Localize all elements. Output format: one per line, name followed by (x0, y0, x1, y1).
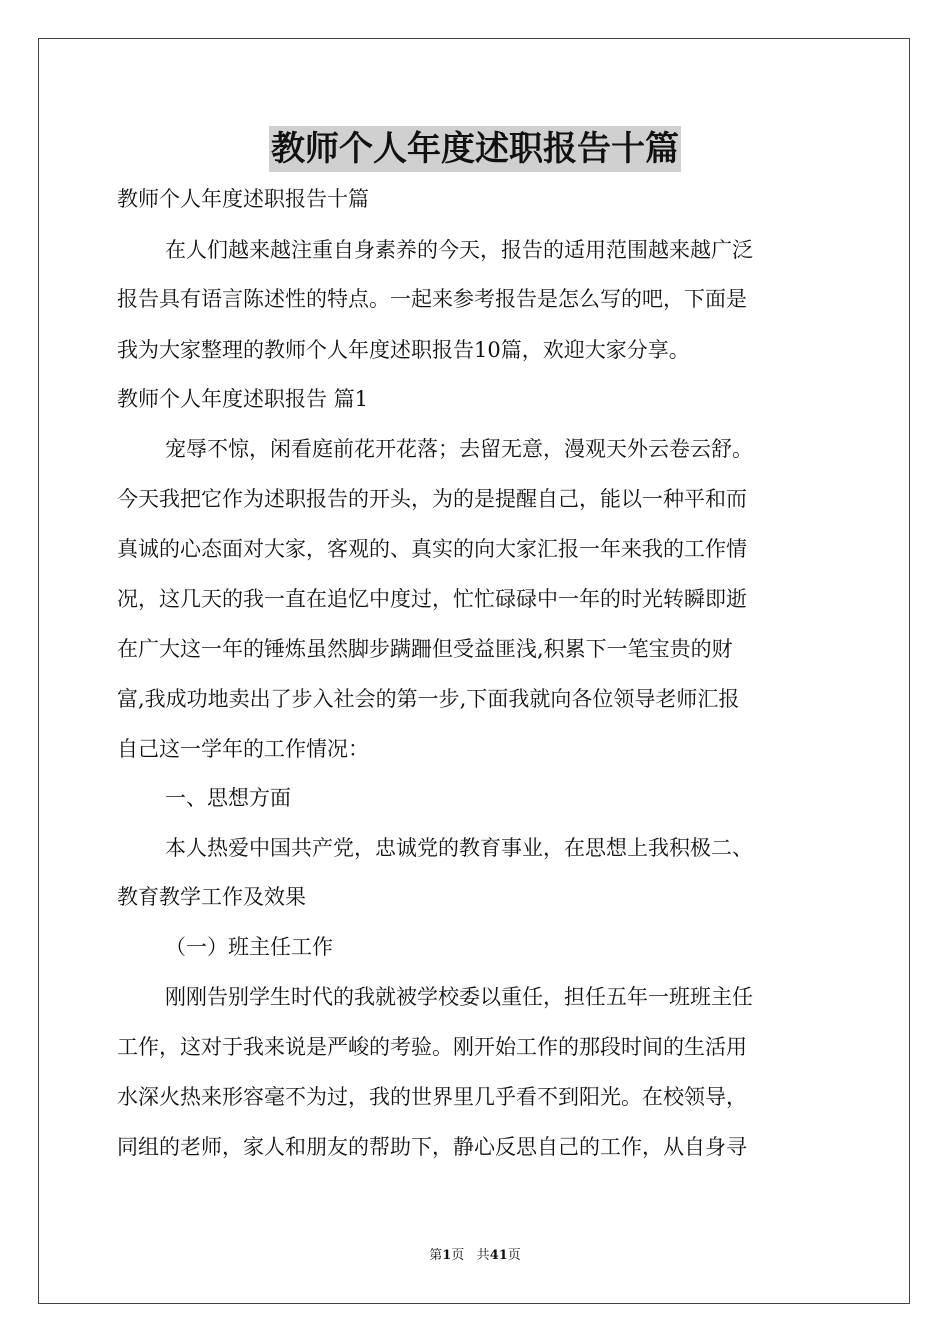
paragraph-line: 宠辱不惊，闲看庭前花开花落；去留无意，漫观天外云卷云舒。 (165, 437, 753, 461)
total-suffix: 页 (507, 1248, 521, 1263)
subsection-heading: （一）班主任工作 (165, 935, 333, 959)
total-pages: 41 (489, 1248, 508, 1263)
paragraph-line: 我为大家整理的教师个人年度述职报告10篇，欢迎大家分享。 (117, 338, 690, 362)
document-title: 教师个人年度述职报告十篇 (269, 126, 681, 172)
total-prefix: 共 (476, 1248, 490, 1263)
paragraph-line: 刚刚告别学生时代的我就被学校委以重任，担任五年一班班主任 (165, 985, 753, 1009)
paragraph-line: 自己这一学年的工作情况： (117, 737, 369, 761)
subtitle-line: 教师个人年度述职报告十篇 (117, 187, 369, 211)
paragraph-line: 报告具有语言陈述性的特点。一起来参考报告是怎么写的吧，下面是 (117, 287, 747, 311)
paragraph-line: 在广大这一年的锤炼虽然脚步蹒跚但受益匪浅,积累下一笔宝贵的财 (117, 637, 733, 661)
page-border (38, 38, 910, 1304)
subsection-heading: 一、思想方面 (165, 786, 291, 810)
paragraph-line: 同组的老师，家人和朋友的帮助下，静心反思自己的工作，从自身寻 (117, 1135, 747, 1159)
page-number: 1 (442, 1248, 452, 1263)
paragraph-line: 况，这几天的我一直在追忆中度过，忙忙碌碌中一年的时光转瞬即逝 (117, 587, 747, 611)
paragraph-line: 在人们越来越注重自身素养的今天，报告的适用范围越来越广泛 (165, 238, 753, 262)
paragraph-line: 水深火热来形容毫不为过，我的世界里几乎看不到阳光。在校领导， (117, 1085, 747, 1109)
page-prefix: 第 (429, 1248, 443, 1263)
paragraph-line: 本人热爱中国共产党，忠诚党的教育事业，在思想上我积极二、 (165, 836, 753, 860)
paragraph-line: 教育教学工作及效果 (117, 885, 306, 909)
title-container (0, 126, 950, 172)
paragraph-line: 工作，这对于我来说是严峻的考验。刚开始工作的那段时间的生活用 (117, 1035, 747, 1059)
page-suffix: 页 (451, 1248, 465, 1263)
section-heading: 教师个人年度述职报告 篇1 (117, 387, 369, 411)
paragraph-line: 今天我把它作为述职报告的开头，为的是提醒自己，能以一种平和而 (117, 487, 747, 511)
paragraph-line: 富,我成功地卖出了步入社会的第一步,下面我就向各位领导老师汇报 (117, 687, 740, 711)
page-footer (0, 1244, 950, 1263)
paragraph-line: 真诚的心态面对大家，客观的、真实的向大家汇报一年来我的工作情 (117, 537, 747, 561)
